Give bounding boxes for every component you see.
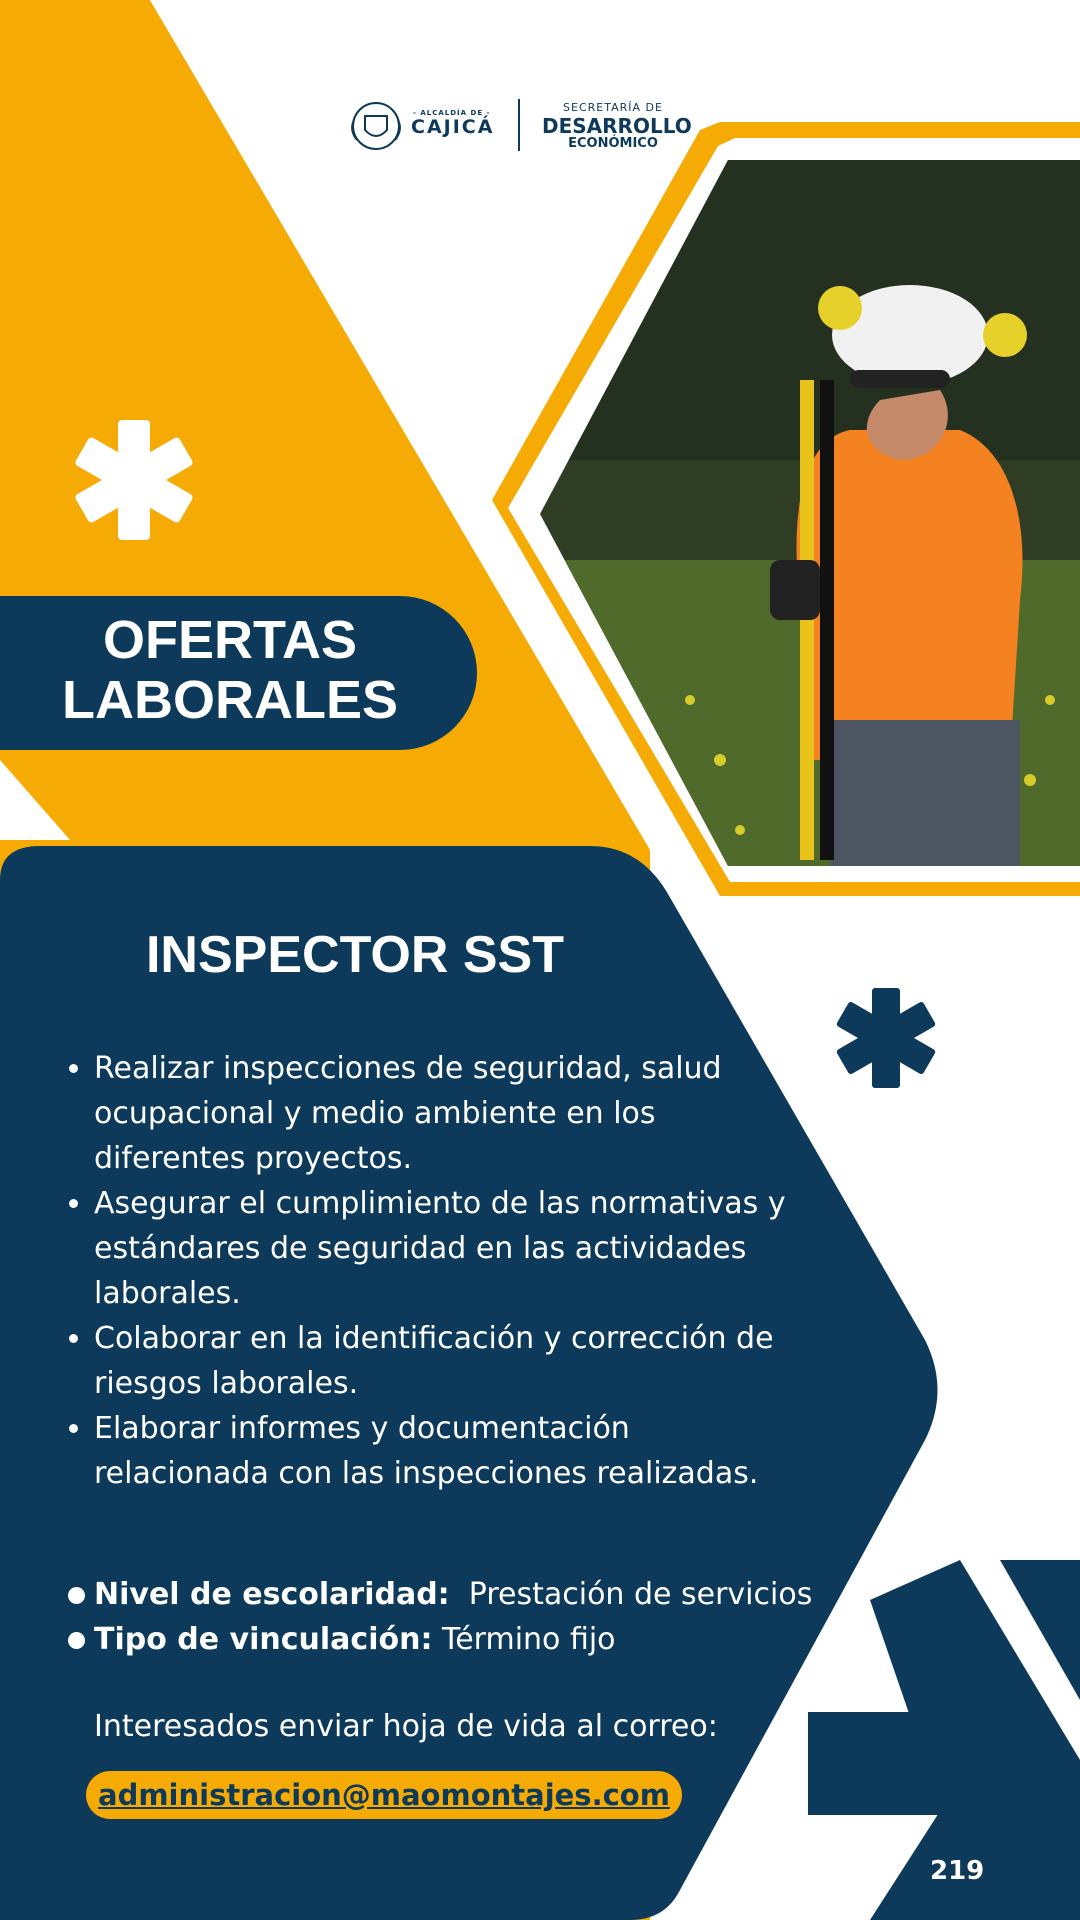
title-line-1: OFERTAS (103, 610, 357, 670)
education-label: Nivel de escolaridad: (94, 1577, 450, 1612)
header-logos (345, 96, 695, 156)
education-value: Prestación de servicios (468, 1577, 813, 1612)
email-link[interactable]: administracion@maomontajes.com (86, 1771, 682, 1819)
page-title (50, 610, 410, 730)
logo-divider (518, 99, 520, 151)
job-title: INSPECTOR SST (145, 926, 564, 984)
contract-row (94, 1617, 854, 1662)
bullet-icon (68, 1632, 85, 1649)
contract-value: Término fijo (441, 1622, 616, 1657)
secretaria-label: SECRETARÍA DE (563, 101, 663, 114)
title-line-2: LABORALES (62, 670, 398, 730)
secretaria-name-line2: ECONÓMICO (568, 136, 658, 151)
duty-item: • Realizar inspecciones de seguridad, salud ocupacional y medio ambiente en los diferentes proyectos. (94, 1046, 794, 1181)
duty-item: • Asegurar el cumplimiento de las normativas y estándares de seguridad en las actividades laborales. (94, 1181, 794, 1316)
education-row (94, 1572, 854, 1617)
cajica-seal-icon (349, 100, 403, 152)
alcaldia-name: CAJICÁ (411, 116, 495, 138)
alcaldia-label: - ALCALDÍA DE - (413, 109, 491, 117)
contract-label: Tipo de vinculación: (94, 1622, 433, 1657)
bullet-icon (68, 1587, 85, 1604)
page-number: 219 (930, 1856, 985, 1886)
duty-item: • Elaborar informes y documentación relacionada con las inspecciones realizadas. (94, 1406, 794, 1496)
duty-item: • Colaborar en la identificación y corrección de riesgos laborales. (94, 1316, 794, 1406)
contact-instructions: Interesados enviar hoja de vida al correo: (94, 1709, 718, 1744)
secretaria-name-line1: DESARROLLO (542, 114, 692, 138)
duties-list (54, 1046, 794, 1496)
